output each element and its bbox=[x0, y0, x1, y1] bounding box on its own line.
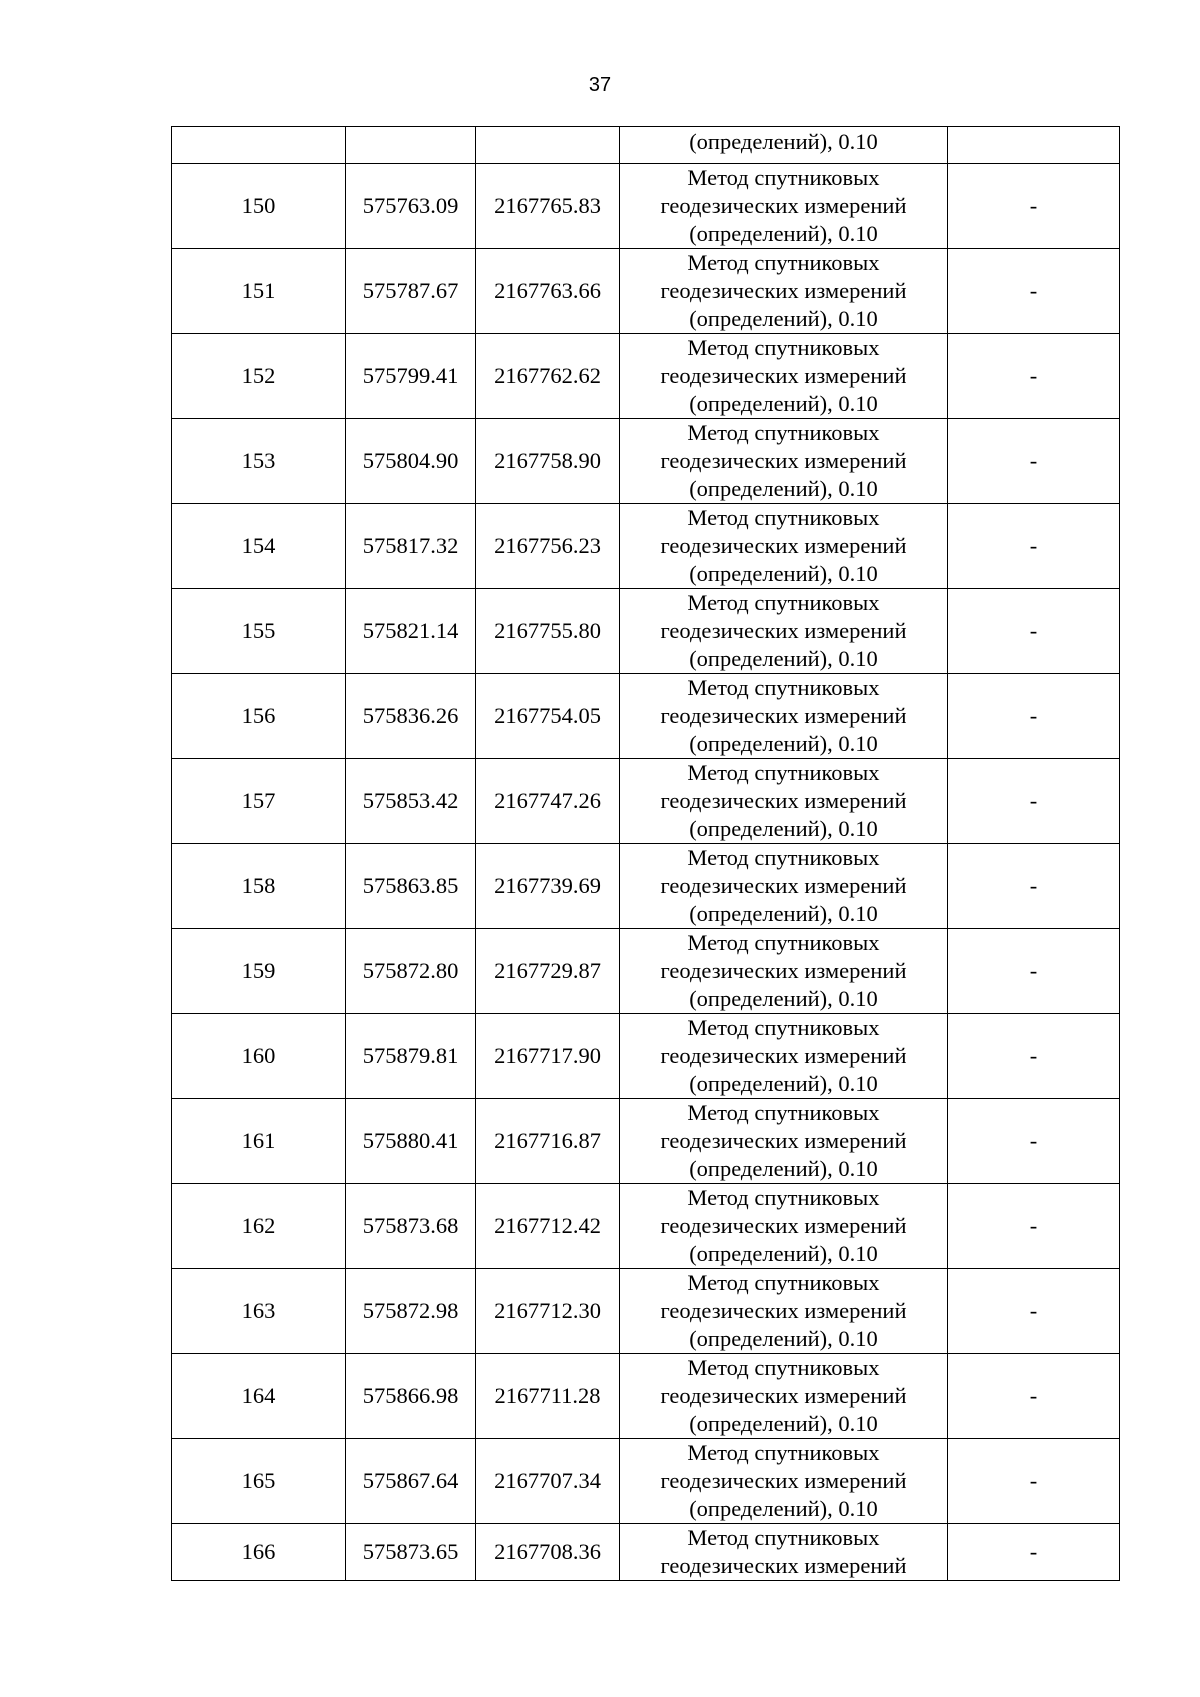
method-line: (определений), 0.10 bbox=[689, 306, 878, 331]
table-row bbox=[172, 1524, 1120, 1581]
method-cell bbox=[620, 1354, 948, 1439]
table-row bbox=[172, 674, 1120, 759]
point-number-cell: 157 bbox=[172, 759, 346, 844]
point-number-cell: 153 bbox=[172, 419, 346, 504]
note-cell: - bbox=[948, 674, 1120, 759]
method-line: (определений), 0.10 bbox=[689, 986, 878, 1011]
method-cell bbox=[620, 1439, 948, 1524]
method-line: геодезических измерений bbox=[660, 873, 907, 898]
method-line: геодезических измерений bbox=[660, 193, 907, 218]
x-coordinate-cell: 575799.41 bbox=[346, 334, 476, 419]
table-row-continued bbox=[172, 127, 1120, 164]
method-line: Метод спутниковых bbox=[687, 335, 880, 360]
table-row bbox=[172, 1099, 1120, 1184]
method-cell bbox=[620, 929, 948, 1014]
method-line: (определений), 0.10 bbox=[689, 816, 878, 841]
method-line: Метод спутниковых bbox=[687, 250, 880, 275]
method-line: геодезических измерений bbox=[660, 958, 907, 983]
note-cell: - bbox=[948, 929, 1120, 1014]
note-cell: - bbox=[948, 164, 1120, 249]
y-coordinate-cell: 2167707.34 bbox=[476, 1439, 620, 1524]
note-cell: - bbox=[948, 249, 1120, 334]
y-coordinate-cell: 2167712.42 bbox=[476, 1184, 620, 1269]
y-coordinate-cell: 2167729.87 bbox=[476, 929, 620, 1014]
note-cell: - bbox=[948, 1014, 1120, 1099]
y-coordinate-cell bbox=[476, 127, 620, 164]
x-coordinate-cell: 575872.80 bbox=[346, 929, 476, 1014]
method-line: (определений), 0.10 bbox=[689, 646, 878, 671]
method-line: (определений), 0.10 bbox=[689, 391, 878, 416]
point-number-cell: 152 bbox=[172, 334, 346, 419]
method-cell bbox=[620, 249, 948, 334]
note-cell: - bbox=[948, 589, 1120, 674]
method-line: геодезических измерений bbox=[660, 1383, 907, 1408]
method-line: геодезических измерений bbox=[660, 533, 907, 558]
method-line: (определений), 0.10 bbox=[689, 1496, 878, 1521]
note-cell: - bbox=[948, 1269, 1120, 1354]
table-row bbox=[172, 589, 1120, 674]
note-cell: - bbox=[948, 1439, 1120, 1524]
y-coordinate-cell: 2167755.80 bbox=[476, 589, 620, 674]
method-line: Метод спутниковых bbox=[687, 505, 880, 530]
coordinates-table bbox=[171, 126, 1120, 1581]
y-coordinate-cell: 2167762.62 bbox=[476, 334, 620, 419]
method-line: Метод спутниковых bbox=[687, 420, 880, 445]
y-coordinate-cell: 2167747.26 bbox=[476, 759, 620, 844]
note-cell: - bbox=[948, 504, 1120, 589]
point-number-cell: 159 bbox=[172, 929, 346, 1014]
point-number-cell: 155 bbox=[172, 589, 346, 674]
x-coordinate-cell: 575873.68 bbox=[346, 1184, 476, 1269]
x-coordinate-cell: 575836.26 bbox=[346, 674, 476, 759]
method-line: геодезических измерений bbox=[660, 363, 907, 388]
method-line: (определений), 0.10 bbox=[689, 476, 878, 501]
point-number-cell: 161 bbox=[172, 1099, 346, 1184]
method-line: (определений), 0.10 bbox=[689, 1156, 878, 1181]
note-cell: - bbox=[948, 419, 1120, 504]
x-coordinate-cell: 575872.98 bbox=[346, 1269, 476, 1354]
method-line: Метод спутниковых bbox=[687, 1100, 880, 1125]
y-coordinate-cell: 2167708.36 bbox=[476, 1524, 620, 1581]
method-line: геодезических измерений bbox=[660, 788, 907, 813]
method-line: Метод спутниковых bbox=[687, 675, 880, 700]
point-number-cell: 163 bbox=[172, 1269, 346, 1354]
y-coordinate-cell: 2167739.69 bbox=[476, 844, 620, 929]
x-coordinate-cell bbox=[346, 127, 476, 164]
x-coordinate-cell: 575804.90 bbox=[346, 419, 476, 504]
method-line: геодезических измерений bbox=[660, 1553, 907, 1578]
method-cell bbox=[620, 759, 948, 844]
point-number-cell: 156 bbox=[172, 674, 346, 759]
y-coordinate-cell: 2167765.83 bbox=[476, 164, 620, 249]
method-line: (определений), 0.10 bbox=[689, 1241, 878, 1266]
x-coordinate-cell: 575879.81 bbox=[346, 1014, 476, 1099]
method-line: (определений), 0.10 bbox=[689, 1411, 878, 1436]
method-line: геодезических измерений bbox=[660, 703, 907, 728]
note-cell: - bbox=[948, 759, 1120, 844]
method-line: Метод спутниковых bbox=[687, 1185, 880, 1210]
method-cell bbox=[620, 589, 948, 674]
point-number-cell: 154 bbox=[172, 504, 346, 589]
method-cell bbox=[620, 504, 948, 589]
point-number-cell: 158 bbox=[172, 844, 346, 929]
y-coordinate-cell: 2167711.28 bbox=[476, 1354, 620, 1439]
note-cell bbox=[948, 127, 1120, 164]
point-number-cell: 160 bbox=[172, 1014, 346, 1099]
x-coordinate-cell: 575866.98 bbox=[346, 1354, 476, 1439]
method-line: Метод спутниковых bbox=[687, 165, 880, 190]
method-cell bbox=[620, 674, 948, 759]
table-row bbox=[172, 929, 1120, 1014]
table-row bbox=[172, 759, 1120, 844]
x-coordinate-cell: 575821.14 bbox=[346, 589, 476, 674]
method-cell bbox=[620, 334, 948, 419]
note-cell: - bbox=[948, 1354, 1120, 1439]
method-line: (определений), 0.10 bbox=[689, 221, 878, 246]
method-line: геодезических измерений bbox=[660, 1128, 907, 1153]
method-cell bbox=[620, 419, 948, 504]
note-cell: - bbox=[948, 844, 1120, 929]
table-row bbox=[172, 504, 1120, 589]
x-coordinate-cell: 575873.65 bbox=[346, 1524, 476, 1581]
method-cell bbox=[620, 164, 948, 249]
point-number-cell: 166 bbox=[172, 1524, 346, 1581]
table-row bbox=[172, 1184, 1120, 1269]
table-row bbox=[172, 419, 1120, 504]
method-line: Метод спутниковых bbox=[687, 760, 880, 785]
table-row bbox=[172, 164, 1120, 249]
method-line: (определений), 0.10 bbox=[689, 561, 878, 586]
method-line: геодезических измерений bbox=[660, 1298, 907, 1323]
point-number-cell: 164 bbox=[172, 1354, 346, 1439]
y-coordinate-cell: 2167763.66 bbox=[476, 249, 620, 334]
y-coordinate-cell: 2167758.90 bbox=[476, 419, 620, 504]
x-coordinate-cell: 575853.42 bbox=[346, 759, 476, 844]
y-coordinate-cell: 2167756.23 bbox=[476, 504, 620, 589]
page-number: 37 bbox=[588, 74, 612, 96]
y-coordinate-cell: 2167712.30 bbox=[476, 1269, 620, 1354]
method-cell: (определений), 0.10 bbox=[620, 127, 948, 164]
point-number-cell: 151 bbox=[172, 249, 346, 334]
x-coordinate-cell: 575863.85 bbox=[346, 844, 476, 929]
x-coordinate-cell: 575817.32 bbox=[346, 504, 476, 589]
method-line: геодезических измерений bbox=[660, 1213, 907, 1238]
method-line: Метод спутниковых bbox=[687, 590, 880, 615]
table-row bbox=[172, 249, 1120, 334]
method-line: (определений), 0.10 bbox=[689, 731, 878, 756]
method-line: Метод спутниковых bbox=[687, 845, 880, 870]
method-line: Метод спутниковых bbox=[687, 1525, 880, 1550]
method-line: (определений), 0.10 bbox=[689, 1326, 878, 1351]
note-cell: - bbox=[948, 1099, 1120, 1184]
method-cell bbox=[620, 1184, 948, 1269]
method-cell bbox=[620, 1014, 948, 1099]
method-cell bbox=[620, 1524, 948, 1581]
method-line: (определений), 0.10 bbox=[689, 901, 878, 926]
method-line: (определений), 0.10 bbox=[689, 1071, 878, 1096]
note-cell: - bbox=[948, 1184, 1120, 1269]
x-coordinate-cell: 575787.67 bbox=[346, 249, 476, 334]
method-cell bbox=[620, 844, 948, 929]
y-coordinate-cell: 2167717.90 bbox=[476, 1014, 620, 1099]
point-number-cell: 165 bbox=[172, 1439, 346, 1524]
table-row bbox=[172, 1014, 1120, 1099]
table-row bbox=[172, 334, 1120, 419]
x-coordinate-cell: 575867.64 bbox=[346, 1439, 476, 1524]
table-row bbox=[172, 1269, 1120, 1354]
table-row bbox=[172, 1439, 1120, 1524]
y-coordinate-cell: 2167754.05 bbox=[476, 674, 620, 759]
method-line: Метод спутниковых bbox=[687, 1270, 880, 1295]
x-coordinate-cell: 575763.09 bbox=[346, 164, 476, 249]
method-line: геодезических измерений bbox=[660, 1468, 907, 1493]
method-line: геодезических измерений bbox=[660, 618, 907, 643]
method-cell bbox=[620, 1269, 948, 1354]
point-number-cell bbox=[172, 127, 346, 164]
method-line: геодезических измерений bbox=[660, 1043, 907, 1068]
method-line: Метод спутниковых bbox=[687, 1015, 880, 1040]
x-coordinate-cell: 575880.41 bbox=[346, 1099, 476, 1184]
point-number-cell: 162 bbox=[172, 1184, 346, 1269]
y-coordinate-cell: 2167716.87 bbox=[476, 1099, 620, 1184]
method-line: геодезических измерений bbox=[660, 278, 907, 303]
method-cell bbox=[620, 1099, 948, 1184]
point-number-cell: 150 bbox=[172, 164, 346, 249]
note-cell: - bbox=[948, 1524, 1120, 1581]
method-line: геодезических измерений bbox=[660, 448, 907, 473]
method-line: Метод спутниковых bbox=[687, 1440, 880, 1465]
method-line: Метод спутниковых bbox=[687, 1355, 880, 1380]
method-line: Метод спутниковых bbox=[687, 930, 880, 955]
note-cell: - bbox=[948, 334, 1120, 419]
table-row bbox=[172, 1354, 1120, 1439]
table-row bbox=[172, 844, 1120, 929]
